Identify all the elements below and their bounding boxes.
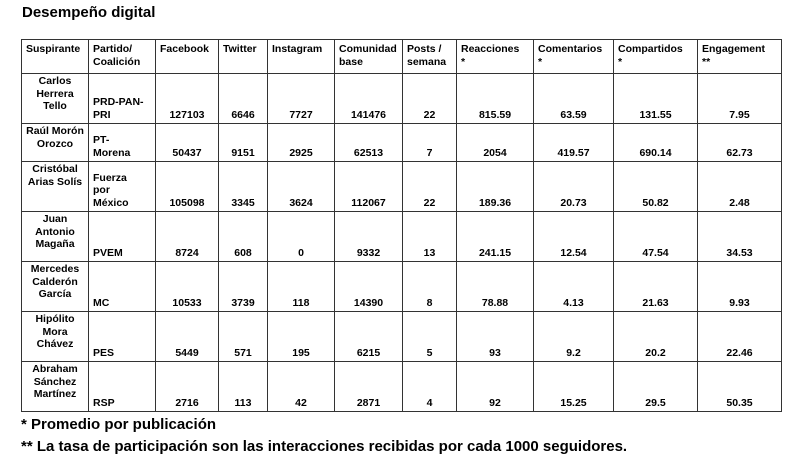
table-cell: 8 bbox=[403, 262, 457, 312]
table-cell: 12.54 bbox=[534, 212, 614, 262]
table-cell: 2716 bbox=[156, 362, 219, 412]
table-row bbox=[22, 74, 782, 124]
candidate-name-line: Sánchez bbox=[33, 375, 77, 388]
column-header-line: Engagement bbox=[702, 43, 766, 55]
candidate-name-line: Cristóbal bbox=[32, 163, 78, 175]
party-line: PES bbox=[93, 346, 115, 359]
candidate-name bbox=[22, 124, 89, 162]
column-header-line: ** bbox=[702, 55, 711, 68]
table-body bbox=[22, 74, 782, 412]
column-header-line: Instagram bbox=[272, 43, 323, 55]
table-cell: 22 bbox=[403, 162, 457, 212]
candidate-name-line: Herrera bbox=[36, 87, 74, 100]
party-line: PVEM bbox=[93, 246, 123, 259]
candidate-name-line: Tello bbox=[43, 100, 67, 112]
candidate-name-line: Chávez bbox=[36, 338, 74, 350]
table-cell: 13 bbox=[403, 212, 457, 262]
table-cell: 20.2 bbox=[614, 312, 698, 362]
table-cell: 78.88 bbox=[457, 262, 534, 312]
table-cell: 62.73 bbox=[698, 124, 782, 162]
table-row bbox=[22, 312, 782, 362]
table-cell: 7727 bbox=[268, 74, 335, 124]
table-cell: 9151 bbox=[219, 124, 268, 162]
table-cell: 2054 bbox=[457, 124, 534, 162]
table-cell: 42 bbox=[268, 362, 335, 412]
column-header bbox=[22, 40, 89, 74]
column-header-line: Comunidad bbox=[339, 43, 397, 55]
table-cell: 62513 bbox=[335, 124, 403, 162]
candidate-name-line: Calderón bbox=[32, 275, 78, 288]
column-header-line: Twitter bbox=[223, 43, 257, 55]
footnote-average: * Promedio por publicación bbox=[21, 416, 217, 433]
table-row bbox=[22, 262, 782, 312]
table-cell: 4 bbox=[403, 362, 457, 412]
column-header bbox=[614, 40, 698, 74]
candidate-name-line: Antonio bbox=[35, 225, 75, 238]
table-cell: 22 bbox=[403, 74, 457, 124]
table-cell: 195 bbox=[268, 312, 335, 362]
table-cell: 47.54 bbox=[614, 212, 698, 262]
column-header-line: semana bbox=[407, 55, 447, 68]
table-cell: 6646 bbox=[219, 74, 268, 124]
table-row bbox=[22, 362, 782, 412]
party-line: por bbox=[93, 184, 110, 196]
table-cell: 131.55 bbox=[614, 74, 698, 124]
table-cell: 608 bbox=[219, 212, 268, 262]
column-header-line: base bbox=[339, 55, 363, 68]
table-cell: 22.46 bbox=[698, 312, 782, 362]
table-cell: 93 bbox=[457, 312, 534, 362]
candidate-name bbox=[22, 262, 89, 312]
column-header-line: * bbox=[461, 55, 466, 68]
column-header-line: * bbox=[618, 55, 623, 68]
page-title: Desempeño digital bbox=[22, 4, 156, 21]
candidate-name-line: García bbox=[38, 288, 72, 300]
table-cell: 105098 bbox=[156, 162, 219, 212]
table-row bbox=[22, 162, 782, 212]
table-cell: 2.48 bbox=[698, 162, 782, 212]
candidate-name-line: Magaña bbox=[35, 238, 75, 250]
party-cell bbox=[89, 162, 156, 212]
table-cell: 2871 bbox=[335, 362, 403, 412]
table-cell: 34.53 bbox=[698, 212, 782, 262]
column-header bbox=[89, 40, 156, 74]
table-cell: 6215 bbox=[335, 312, 403, 362]
party-cell bbox=[89, 312, 156, 362]
header-row bbox=[22, 40, 782, 74]
column-header-line: Posts / bbox=[407, 43, 442, 55]
party-line: México bbox=[93, 196, 129, 209]
table-cell: 14390 bbox=[335, 262, 403, 312]
table-cell: 7.95 bbox=[698, 74, 782, 124]
table-cell: 5449 bbox=[156, 312, 219, 362]
table-cell: 63.59 bbox=[534, 74, 614, 124]
candidate-name-line: Hipólito bbox=[35, 313, 75, 325]
table-cell: 113 bbox=[219, 362, 268, 412]
candidate-name-line: Abraham bbox=[32, 363, 78, 375]
candidate-name bbox=[22, 162, 89, 212]
party-line: Morena bbox=[93, 146, 131, 159]
column-header-line: Coalición bbox=[93, 55, 141, 68]
table-cell: 10533 bbox=[156, 262, 219, 312]
table-cell: 5 bbox=[403, 312, 457, 362]
candidate-name-line: Raúl Morón bbox=[26, 125, 84, 137]
table-cell: 0 bbox=[268, 212, 335, 262]
table-cell: 50437 bbox=[156, 124, 219, 162]
party-cell bbox=[89, 74, 156, 124]
column-header bbox=[335, 40, 403, 74]
table-cell: 15.25 bbox=[534, 362, 614, 412]
column-header-line: Facebook bbox=[160, 43, 210, 55]
table-cell: 3739 bbox=[219, 262, 268, 312]
table-cell: 241.15 bbox=[457, 212, 534, 262]
table-cell: 92 bbox=[457, 362, 534, 412]
table-cell: 9332 bbox=[335, 212, 403, 262]
table-cell: 3345 bbox=[219, 162, 268, 212]
column-header-line: Reacciones bbox=[461, 43, 520, 55]
column-header-line: Compartidos bbox=[618, 43, 683, 55]
party-line: PRD-PAN- bbox=[93, 96, 144, 108]
column-header-line: Suspirante bbox=[26, 43, 81, 55]
candidate-name bbox=[22, 362, 89, 412]
table-cell: 20.73 bbox=[534, 162, 614, 212]
table-cell: 3624 bbox=[268, 162, 335, 212]
table-cell: 7 bbox=[403, 124, 457, 162]
party-line: RSP bbox=[93, 396, 115, 409]
party-line: MC bbox=[93, 296, 110, 309]
party-cell bbox=[89, 124, 156, 162]
party-cell bbox=[89, 362, 156, 412]
candidate-name bbox=[22, 74, 89, 124]
table-cell: 419.57 bbox=[534, 124, 614, 162]
table-cell: 571 bbox=[219, 312, 268, 362]
column-header bbox=[534, 40, 614, 74]
party-line: PT- bbox=[93, 134, 110, 146]
table-row bbox=[22, 212, 782, 262]
table-cell: 690.14 bbox=[614, 124, 698, 162]
party-line: Fuerza bbox=[93, 171, 127, 184]
candidate-name-line: Carlos bbox=[38, 75, 72, 87]
table-cell: 127103 bbox=[156, 74, 219, 124]
table-cell: 29.5 bbox=[614, 362, 698, 412]
column-header bbox=[268, 40, 335, 74]
column-header bbox=[698, 40, 782, 74]
candidate-name-line: Juan bbox=[42, 213, 68, 225]
candidate-name-line: Mora bbox=[42, 325, 68, 338]
table-cell: 9.93 bbox=[698, 262, 782, 312]
table-cell: 2925 bbox=[268, 124, 335, 162]
table-row bbox=[22, 124, 782, 162]
table-cell: 4.13 bbox=[534, 262, 614, 312]
table-cell: 50.82 bbox=[614, 162, 698, 212]
table-cell: 815.59 bbox=[457, 74, 534, 124]
table-cell: 50.35 bbox=[698, 362, 782, 412]
column-header bbox=[156, 40, 219, 74]
footnote-engagement: ** La tasa de participación son las interacciones recibidas por cada 1000 seguidores. bbox=[21, 438, 628, 455]
candidate-name-line: Arias Solís bbox=[27, 175, 83, 188]
party-cell bbox=[89, 262, 156, 312]
table-cell: 112067 bbox=[335, 162, 403, 212]
candidate-name bbox=[22, 212, 89, 262]
table-cell: 118 bbox=[268, 262, 335, 312]
candidate-name-line: Mercedes bbox=[30, 263, 80, 275]
table-cell: 21.63 bbox=[614, 262, 698, 312]
performance-table bbox=[21, 39, 782, 412]
column-header bbox=[403, 40, 457, 74]
table-cell: 8724 bbox=[156, 212, 219, 262]
column-header-line: Comentarios bbox=[538, 43, 603, 55]
column-header-line: Partido/ bbox=[93, 43, 133, 55]
column-header bbox=[219, 40, 268, 74]
party-line: PRI bbox=[93, 108, 111, 121]
candidate-name bbox=[22, 312, 89, 362]
table-cell: 189.36 bbox=[457, 162, 534, 212]
candidate-name-line: Martínez bbox=[33, 388, 77, 400]
table-cell: 141476 bbox=[335, 74, 403, 124]
column-header bbox=[457, 40, 534, 74]
table-cell: 9.2 bbox=[534, 312, 614, 362]
candidate-name-line: Orozco bbox=[36, 137, 74, 150]
column-header-line: * bbox=[538, 55, 543, 68]
party-cell bbox=[89, 212, 156, 262]
